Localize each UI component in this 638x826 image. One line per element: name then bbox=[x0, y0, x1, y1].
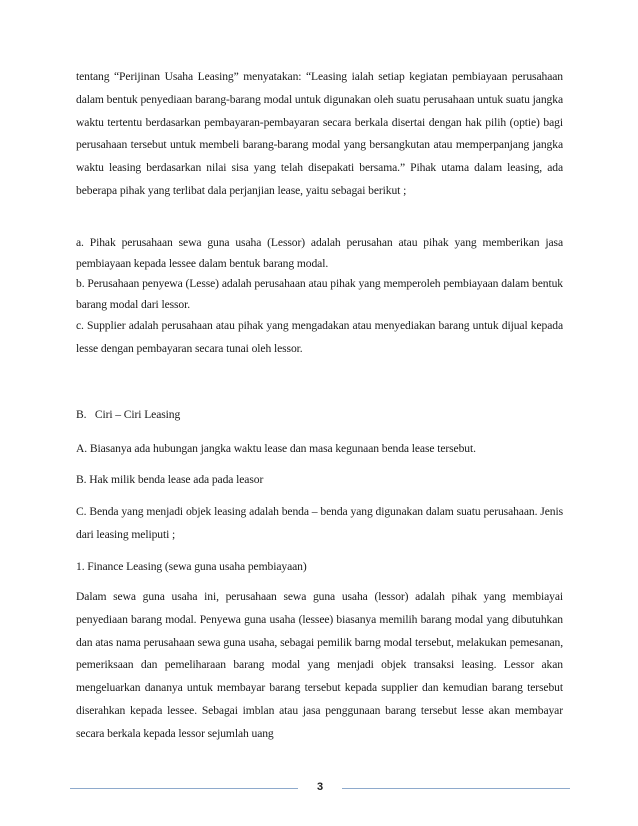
ciri-item-b-block bbox=[76, 469, 563, 491]
ciri-item-c: C. Benda yang menjadi objek leasing adalah benda – benda yang digunakan dalam suatu perusahaan. Jenis dari leasing meliputi ; bbox=[76, 505, 563, 541]
ciri-item-c-block bbox=[76, 500, 563, 546]
page-number: 3 bbox=[316, 781, 324, 793]
intro-paragraph-block bbox=[76, 66, 563, 203]
section-heading: B. Ciri – Ciri Leasing bbox=[76, 408, 181, 421]
page-footer bbox=[70, 781, 570, 797]
party-item-lessor: a. Pihak perusahaan sewa guna usaha (Lessor) adalah perusahan atau pihak yang memberikan jasa pembiayaan kepada lessee dalam bentuk barang modal. bbox=[76, 236, 563, 270]
ciri-item-a: A. Biasanya ada hubungan jangka waktu lease dan masa kegunaan benda lease tersebut. bbox=[76, 442, 476, 455]
footer-rule-left bbox=[70, 788, 298, 789]
finance-leasing-paragraph: Dalam sewa guna usaha ini, perusahaan sewa guna usaha (lessor) adalah pihak yang membiayai penyediaan barang modal. Penyewa guna usaha (lessee) biasanya memilih barang modal yang dibutuhkan dan atas nama perusahaan sewa guna usaha, sebagai pemilik barng modal tersebut, melakukan pemesanan, pemeriksaan dan pemeliharaan barang modal yang menjadi objek transaksi leasing. Lessor akan mengeluarkan dananya untuk membayar barang tersebut kepada supplier dan kemudian barang tersebut diserahkan kepada lessee. Sebagai imblan atau jasa penggunaan barang tersebut lesse akan membayar secara berkala kepada lessor sejumlah uang bbox=[76, 590, 563, 740]
party-item-supplier: c. Supplier adalah perusahaan atau pihak yang mengadakan atau menyediakan barang untuk dijual kepada lesse dengan pembayaran secara tunai oleh lessor. bbox=[76, 319, 563, 355]
ciri-item-a-block bbox=[76, 438, 563, 460]
finance-leasing-heading: 1. Finance Leasing (sewa guna usaha pembiayaan) bbox=[76, 560, 307, 573]
party-item-lessee: b. Perusahaan penyewa (Lesse) adalah perusahaan atau pihak yang memperoleh pembiayaan dalam bentuk barang modal dari lessor. bbox=[76, 277, 563, 311]
party-list bbox=[76, 233, 563, 360]
finance-leasing-heading-block bbox=[76, 556, 563, 578]
finance-leasing-paragraph-block bbox=[76, 586, 563, 746]
footer-rule-right bbox=[342, 788, 570, 789]
ciri-item-b: B. Hak milik benda lease ada pada leasor bbox=[76, 473, 264, 486]
intro-paragraph: tentang “Perijinan Usaha Leasing” menyatakan: “Leasing ialah setiap kegiatan pembiayaan perusahaan dalam bentuk penyediaan barang-barang modal untuk digunakan oleh suatu perusahaan untuk suatu jangka waktu tertentu berdasarkan pembayaran-pembayaran secara berkala disertai dengan hak pilih (optie) bagi perusahaan tersebut untuk membeli barang-barang modal yang bersangkutan atau memperpanjang jangka waktu leasing berdasarkan nilai sisa yang telah disepakati bersama.” Pihak utama dalam leasing, ada beberapa pihak yang terlibat dala perjanjian lease, yaitu sebagai berikut ; bbox=[76, 70, 563, 197]
section-heading-block bbox=[76, 404, 563, 426]
